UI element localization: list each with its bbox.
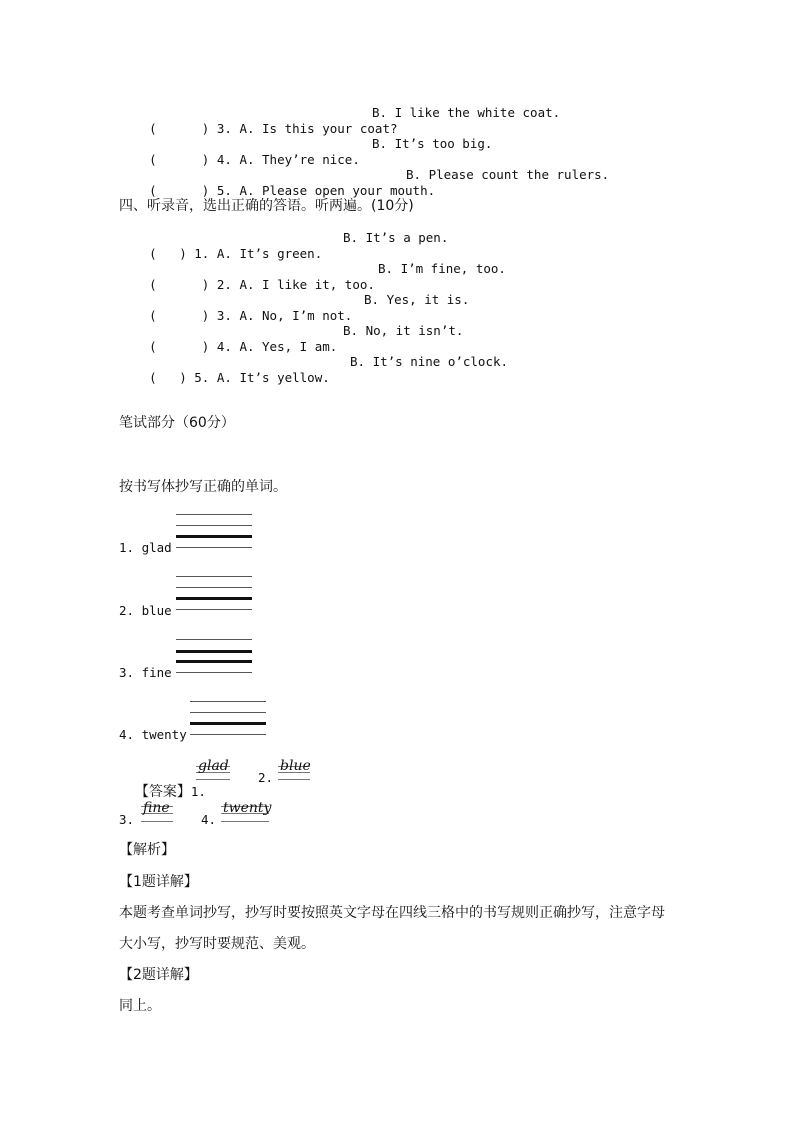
four-line-grid bbox=[176, 576, 252, 612]
answer-tag: 【答案】 bbox=[134, 784, 191, 800]
question-row: ( ) 5. A. Please open your mouth. bbox=[149, 183, 436, 198]
answer-num: 3. bbox=[119, 812, 135, 827]
section-title: 笔试部分（60分） bbox=[119, 415, 235, 431]
question-row: ( ) 3. A. No, I’m not. bbox=[149, 308, 353, 323]
word-label: 4. twenty bbox=[119, 727, 187, 742]
q1-text: 大小写，抄写时要规范、美观。 bbox=[119, 936, 315, 952]
option-b: B. It’s too big. bbox=[372, 136, 493, 151]
question-row: ( ) 3. A. Is this your coat? bbox=[149, 121, 398, 136]
q1-text: 本题考查单词抄写，抄写时要按照英文字母在四线三格中的书写规则正确抄写，注意字母 bbox=[119, 905, 665, 921]
answer-word-twenty: twenty bbox=[221, 802, 269, 824]
option-b: B. It’s a pen. bbox=[343, 230, 449, 245]
option-b: B. No, it isn’t. bbox=[343, 323, 464, 338]
q1-heading: 【1题详解】 bbox=[119, 874, 198, 890]
analysis-tag: 【解析】 bbox=[119, 842, 175, 858]
answer-num: 4. bbox=[201, 812, 217, 827]
word-label: 1. glad bbox=[119, 540, 172, 555]
question-row: ( ) 4. A. They’re nice. bbox=[149, 152, 360, 167]
option-b: B. It’s nine o’clock. bbox=[350, 354, 509, 369]
answer-word-blue: blue bbox=[278, 760, 310, 782]
option-b: B. I like the white coat. bbox=[372, 105, 561, 120]
answer-word-fine: fine bbox=[141, 802, 173, 824]
word-label: 3. fine bbox=[119, 665, 172, 680]
option-b: B. Please count the rulers. bbox=[406, 167, 610, 182]
word-label: 2. blue bbox=[119, 603, 172, 618]
answer-word-glad: glad bbox=[196, 760, 230, 782]
answer-row: 【答案】1. bbox=[134, 784, 206, 800]
instruction: 按书写体抄写正确的单词。 bbox=[119, 479, 287, 495]
q2-text: 同上。 bbox=[119, 998, 161, 1014]
four-line-grid bbox=[190, 701, 266, 737]
four-line-grid bbox=[176, 639, 252, 675]
question-row: ( ) 4. A. Yes, I am. bbox=[149, 339, 338, 354]
answer-num: 2. bbox=[258, 770, 274, 785]
question-row: ( ) 2. A. I like it, too. bbox=[149, 277, 375, 292]
four-line-grid bbox=[176, 514, 252, 550]
option-b: B. Yes, it is. bbox=[364, 292, 470, 307]
option-b: B. I’m fine, too. bbox=[378, 261, 506, 276]
question-row: ( ) 5. A. It’s yellow. bbox=[149, 370, 330, 385]
section-title: 四、听录音，选出正确的答语。听两遍。(10分) bbox=[119, 198, 414, 214]
q2-heading: 【2题详解】 bbox=[119, 967, 198, 983]
question-row: ( ) 1. A. It’s green. bbox=[149, 246, 323, 261]
